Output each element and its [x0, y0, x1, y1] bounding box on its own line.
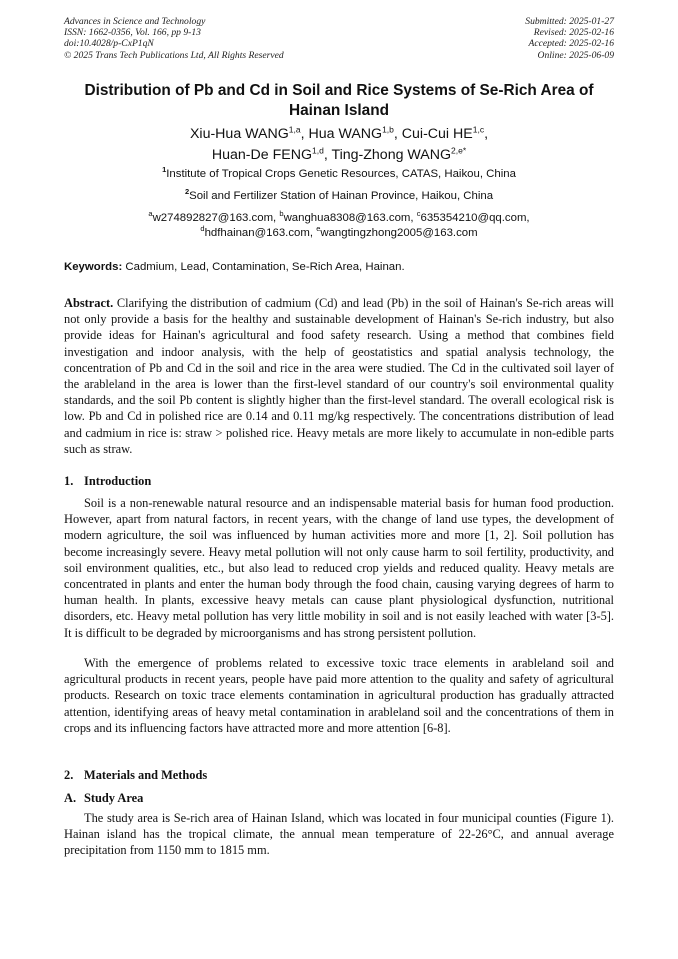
journal-name: Advances in Science and Technology	[64, 16, 206, 27]
accepted-date: Accepted: 2025-02-16	[528, 38, 614, 50]
submitted-date: Submitted: 2025-01-27	[525, 16, 614, 27]
affiliation-1	[64, 167, 614, 182]
keywords-text: Cadmium, Lead, Contamination, Se-Rich Area, Hainan.	[125, 261, 405, 273]
section-title: Materials and Methods	[84, 768, 208, 782]
online-date: Online: 2025-06-09	[537, 49, 614, 61]
issn-volume: ISSN: 1662-0356, Vol. 166, pp 9-13	[64, 27, 201, 39]
doi[interactable]: doi:10.4028/p-CxP1qN	[64, 38, 154, 50]
abstract	[64, 295, 614, 457]
email-sup: b	[279, 209, 284, 219]
affiliation-sup: 2	[184, 187, 190, 197]
affiliation-text: Soil and Fertilizer Station of Hainan Province, Haikou, China	[189, 190, 494, 202]
author-name: Hua WANG	[308, 126, 383, 142]
author-sep: ,	[393, 126, 402, 142]
keywords	[64, 260, 614, 275]
author-emails	[64, 211, 614, 241]
abstract-label: Abstract.	[64, 296, 114, 310]
email-sup: c	[416, 209, 421, 219]
subsection-number: A.	[64, 791, 77, 805]
paper-title: Distribution of Pb and Cd in Soil and Rice Systems of Se-Rich Area of Hainan Island	[84, 82, 594, 119]
copyright: © 2025 Trans Tech Publications Ltd, All Rights Reserved	[64, 49, 284, 61]
author-sep: ,	[300, 126, 309, 142]
email-address[interactable]: w274892827@163.com,	[152, 212, 277, 224]
revised-date: Revised: 2025-02-16	[533, 27, 614, 39]
author-name: Huan-De FENG	[211, 147, 312, 163]
email-address[interactable]: 635354210@qq.com,	[420, 212, 530, 224]
journal-header-right	[525, 16, 614, 61]
section-heading-introduction	[64, 473, 151, 489]
author-sup: 1,b	[382, 124, 394, 135]
email-sup: e	[316, 224, 321, 234]
paragraph: With the emergence of problems related to excessive toxic trace elements in arableland soil and agricultural products in recent years, people have paid more attention to the quality and safety of agricultural products. Research on toxic trace elements contamination in agricultural production has gradually attracted attention, identifying areas of heavy metal contamination in arableland soil and the concentrations of them in crops and its influencing factors have attracted more and more attention [6-8].	[64, 656, 614, 735]
email-sup: a	[148, 209, 153, 219]
affiliation-text: Institute of Tropical Crops Genetic Resources, CATAS, Haikou, China	[166, 168, 516, 180]
abstract-text: Clarifying the distribution of cadmium (Cd) and lead (Pb) in the soil of Hainan's Se-rich areas will not only provide a basis for the healthy and sustainable development of Hainan's Se-rich industry, but also provide ideas for Hainan's agricultural and food safety research. Using a method that combines field investigation and indoor analysis, with the help of geostatistics and spatial analysis technology, the concentration of Pb and Cd in the soil and rice in the area were studied. The Cd in the cultivated soil layer of the arableland in the area is lower than the first-level standard of our country's soil environmental quality standards, and the soil Pb content is slightly higher than the first-level standard. The overall ecological risk is low. Pb and Cd in polished rice are 0.14 and 0.11 mg/kg respectively. The concentrations distribution of lead and cadmium in rice is: straw > polished rice. Heavy metals are more likely to accumulate in non-edible parts such as straw.	[64, 296, 614, 456]
author-name: Xiu-Hua WANG	[189, 126, 289, 142]
author-sep: ,	[484, 126, 489, 142]
author-list	[64, 124, 614, 166]
author-sep: ,	[323, 147, 332, 163]
subsection-heading-study-area	[64, 790, 143, 806]
section-number: 1.	[64, 474, 74, 488]
author-sup: 2,e*	[451, 145, 467, 156]
email-address[interactable]: wangtingzhong2005@163.com	[320, 227, 478, 239]
email-address[interactable]: hdfhainan@163.com,	[204, 227, 314, 239]
subsection-title: Study Area	[84, 791, 144, 805]
author-name: Ting-Zhong WANG	[331, 147, 452, 163]
affiliation-sup: 1	[162, 165, 167, 175]
paragraph: Soil is a non-renewable natural resource and an indispensable material basis for human food production. However, apart from natural factors, in recent years, with the change of land use types, the development of modern agriculture, the soil was influenced by human activities more and more [1, 2]. Soil pollution has become increasingly severe. Heavy metal pollution will not only cause harm to soil fertility, productivity, and soil environment qualities, etc., but also lead to reduced crop yields and reduced quality. Heavy metals are concentrated in plants and enter the human body through the food chain, causing varying degrees of harm to human health. In plants, excessive heavy metals can cause plant physiological dysfunction, nutritional disorders, etc. Heavy metal pollution has very little mobility in soil and is not easily leached with water [3-5]. It is difficult to be degraded by microorganisms and has strong persistent pollution.	[64, 496, 614, 640]
author-name: Cui-Cui HE	[401, 126, 473, 142]
section-heading-methods	[64, 767, 207, 783]
author-sup: 1,a	[288, 124, 301, 135]
affiliation-2	[64, 189, 614, 204]
email-address[interactable]: wanghua8308@163.com,	[283, 212, 414, 224]
section-number: 2.	[64, 768, 74, 782]
section-title: Introduction	[84, 474, 152, 488]
paragraph: The study area is Se-rich area of Hainan Island, which was located in four municipal counties (Figure 1). Hainan island has the tropical climate, the annual mean temperature of 22-26°C, and annual average precipitation from 1150 mm to 1815 mm.	[64, 811, 614, 858]
keywords-label: Keywords:	[64, 261, 123, 273]
author-sup: 1,c	[472, 124, 485, 135]
author-sup: 1,d	[311, 145, 324, 156]
journal-header-left	[64, 16, 284, 61]
email-sup: d	[200, 224, 205, 234]
